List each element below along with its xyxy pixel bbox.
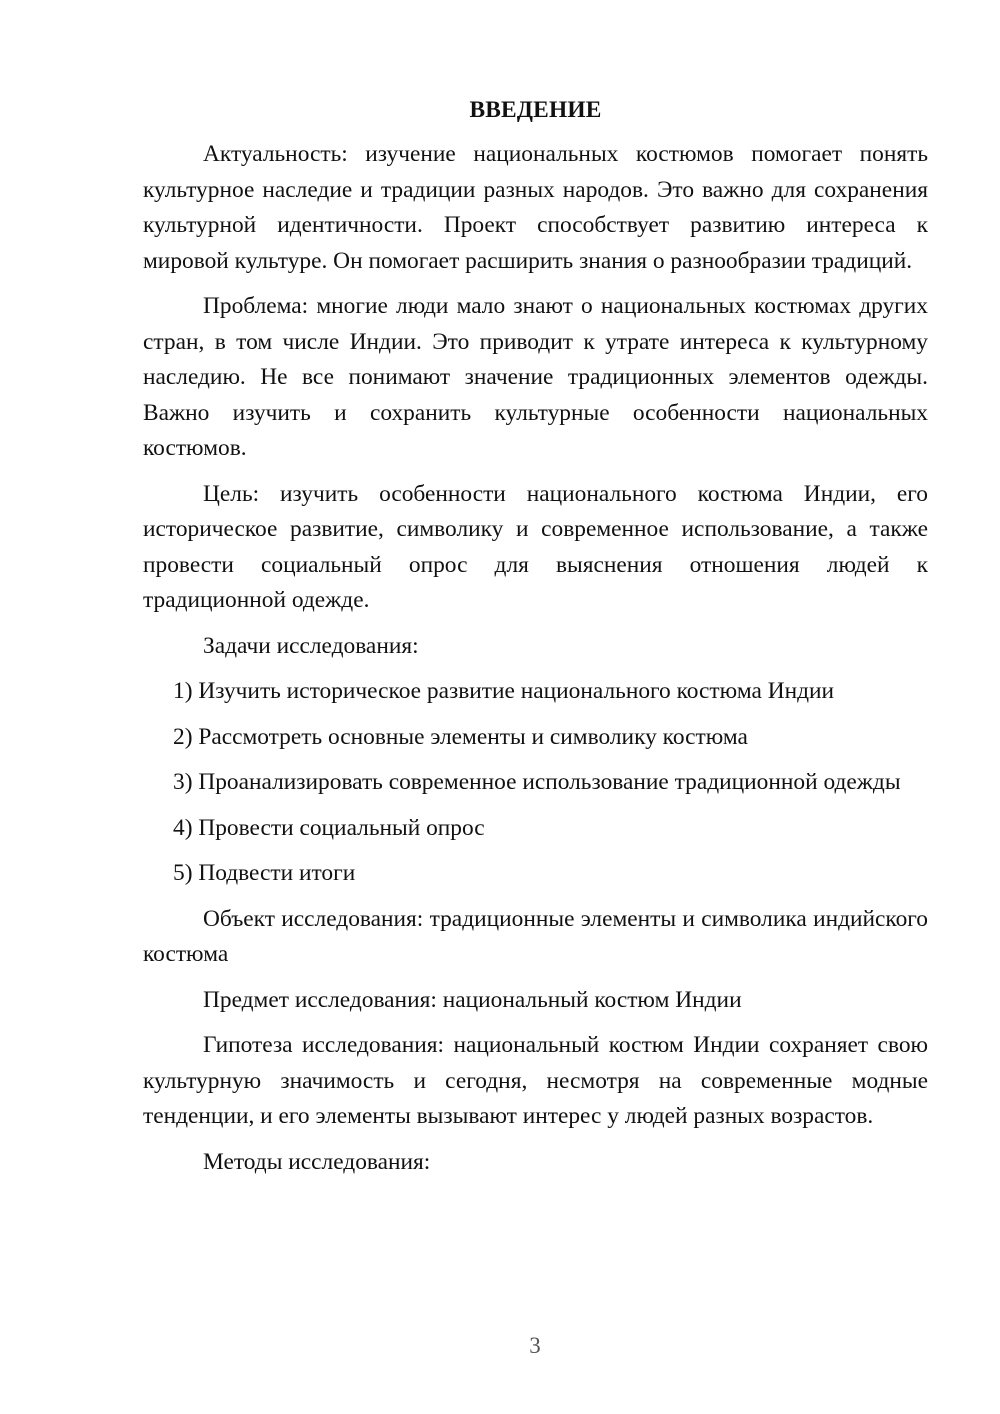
page-content [143,95,928,1190]
problem-paragraph: Проблема: многие люди мало знают о национальных костюмах других стран, в том числе Индии. Это приводит к утрате интереса к культурному наследию. Не все понимают значение традиционных элементов одежды. Важно изучить и сохранить культурные особенности национальных костюмов. [143,293,928,461]
methods-title: Методы исследования: [203,1148,431,1175]
task-item-5: 5) Подвести итоги [173,860,356,886]
page-number: 3 [529,1333,541,1358]
tasks-title: Задачи исследования: [203,632,419,659]
goal-paragraph: Цель: изучить особенности национального костюма Индии, его историческое развитие, символику и современное использование, а также провести социальный опрос для выяснения отношения людей к традиционной одежде. [143,480,928,613]
task-item-2: 2) Рассмотреть основные элементы и символику костюма [173,723,748,750]
task-item-3: 3) Проанализировать современное использование традиционной одежды [173,769,901,795]
subject-paragraph: Предмет исследования: национальный костюм Индии [203,986,742,1013]
page-heading: ВВЕДЕНИЕ [469,97,602,123]
object-paragraph: Объект исследования: традиционные элементы и символика индийского костюма [143,905,928,967]
relevance-paragraph: Актуальность: изучение национальных костюмов помогает понять культурное наследие и традиции разных народов. Это важно для сохранения культурной идентичности. Проект способствует развитию интереса к мировой культуре. Он помогает расширить знания о разнообразии традиций. [143,141,928,274]
hypothesis-paragraph: Гипотеза исследования: национальный костюм Индии сохраняет свою культурную значимость и сегодня, несмотря на современные модные тенденции, и его элементы вызывают интерес у людей разных возрастов. [143,1032,928,1129]
task-item-1: 1) Изучить историческое развитие национального костюма Индии [173,678,835,704]
task-item-4: 4) Провести социальный опрос [173,814,485,841]
